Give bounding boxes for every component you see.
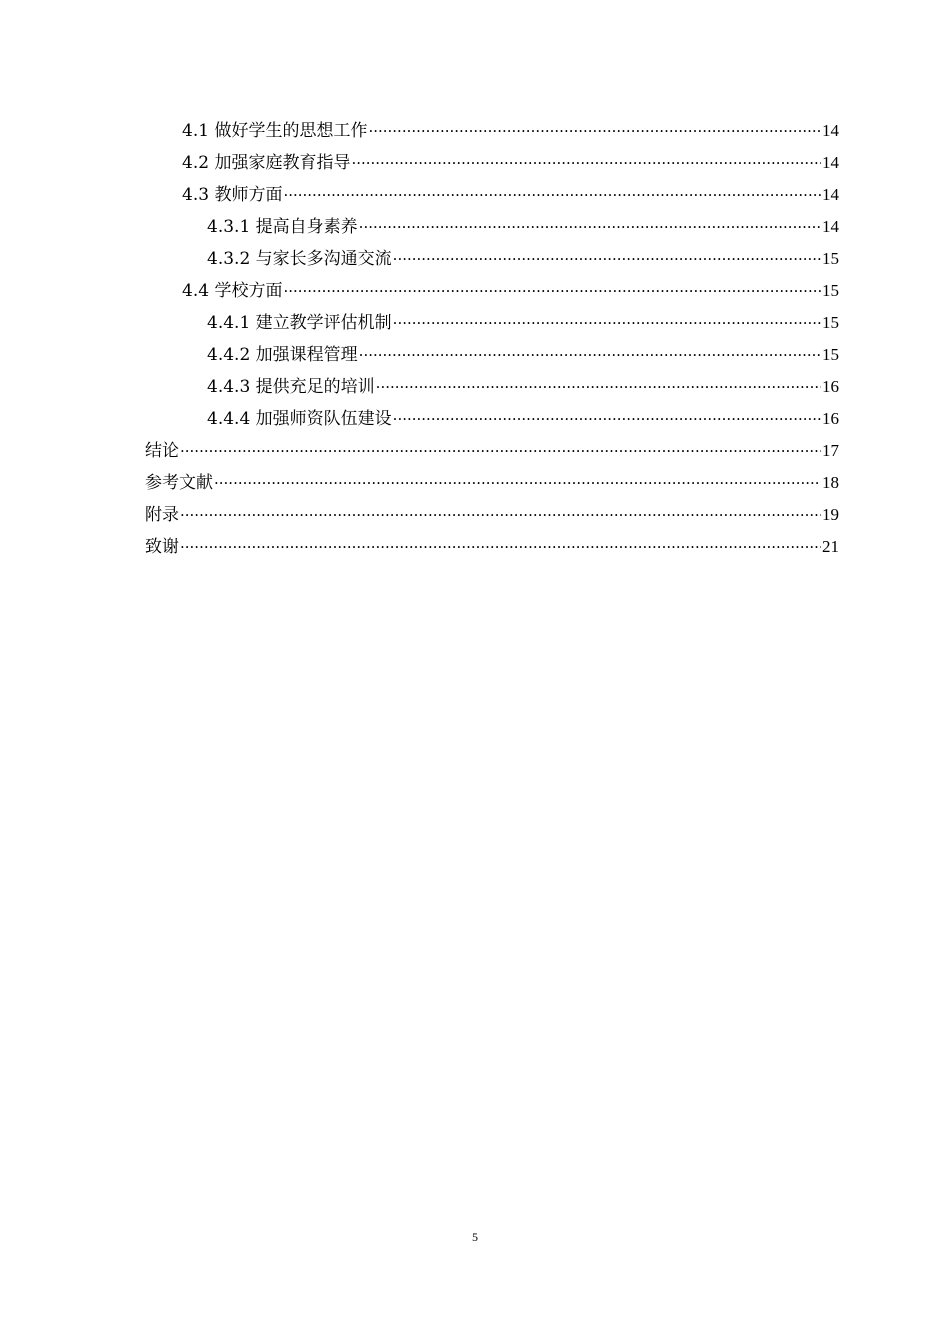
toc-entry[interactable] <box>145 467 839 499</box>
toc-entry-title: 致谢 <box>145 531 180 563</box>
toc-entry-title: 4.4.1 建立教学评估机制 <box>207 307 393 339</box>
toc-entry-page: 14 <box>822 185 839 204</box>
toc-entry-title: 4.4 学校方面 <box>182 275 283 307</box>
toc-dot-leader <box>214 467 821 499</box>
toc-entry-title: 结论 <box>145 435 180 467</box>
toc-entry-title: 4.3 教师方面 <box>182 179 283 211</box>
toc-entry-page: 15 <box>822 313 839 332</box>
toc-entry-page: 17 <box>822 441 839 460</box>
toc-entry-page: 15 <box>822 249 839 268</box>
toc-entry-page: 19 <box>822 505 839 524</box>
toc-entry-title: 附录 <box>145 499 180 531</box>
toc-entry-page: 21 <box>822 537 839 556</box>
toc-entry-page: 18 <box>822 473 839 492</box>
toc-dot-leader <box>368 115 821 147</box>
toc-entry-page: 16 <box>822 409 839 428</box>
toc-entry-title: 4.4.3 提供充足的培训 <box>207 371 376 403</box>
toc-entry[interactable] <box>145 531 839 563</box>
toc-entry-title: 4.1 做好学生的思想工作 <box>182 115 368 147</box>
page-number: 5 <box>472 1230 478 1244</box>
toc-entry-page: 15 <box>822 281 839 300</box>
toc-entry[interactable] <box>182 179 839 211</box>
toc-dot-leader <box>393 243 821 275</box>
toc-entry-page: 16 <box>822 377 839 396</box>
toc-dot-leader <box>180 499 821 531</box>
toc-entry-page: 14 <box>822 153 839 172</box>
toc-entry[interactable] <box>145 435 839 467</box>
toc-dot-leader <box>180 435 821 467</box>
toc-dot-leader <box>376 371 821 403</box>
toc-entry[interactable] <box>207 339 839 371</box>
toc-entry[interactable] <box>207 211 839 243</box>
table-of-contents <box>0 115 950 563</box>
toc-entry-title: 参考文献 <box>145 467 214 499</box>
toc-entry[interactable] <box>182 115 839 147</box>
toc-entry[interactable] <box>182 147 839 179</box>
toc-entry[interactable] <box>207 371 839 403</box>
toc-dot-leader <box>283 275 821 307</box>
toc-entry[interactable] <box>182 275 839 307</box>
toc-entry[interactable] <box>207 307 839 339</box>
toc-dot-leader <box>283 179 821 211</box>
toc-entry-page: 15 <box>822 345 839 364</box>
toc-dot-leader <box>393 307 821 339</box>
toc-dot-leader <box>351 147 821 179</box>
toc-entry[interactable] <box>145 499 839 531</box>
toc-entry[interactable] <box>207 403 839 435</box>
toc-entry-title: 4.3.2 与家长多沟通交流 <box>207 243 393 275</box>
toc-dot-leader <box>359 339 821 371</box>
toc-dot-leader <box>180 531 821 563</box>
toc-entry-title: 4.4.2 加强课程管理 <box>207 339 359 371</box>
toc-dot-leader <box>359 211 821 243</box>
toc-entry-title: 4.2 加强家庭教育指导 <box>182 147 351 179</box>
toc-entry-page: 14 <box>822 121 839 140</box>
toc-entry-title: 4.4.4 加强师资队伍建设 <box>207 403 393 435</box>
toc-entry[interactable] <box>207 243 839 275</box>
toc-dot-leader <box>393 403 821 435</box>
toc-entry-title: 4.3.1 提高自身素养 <box>207 211 359 243</box>
toc-entry-page: 14 <box>822 217 839 236</box>
